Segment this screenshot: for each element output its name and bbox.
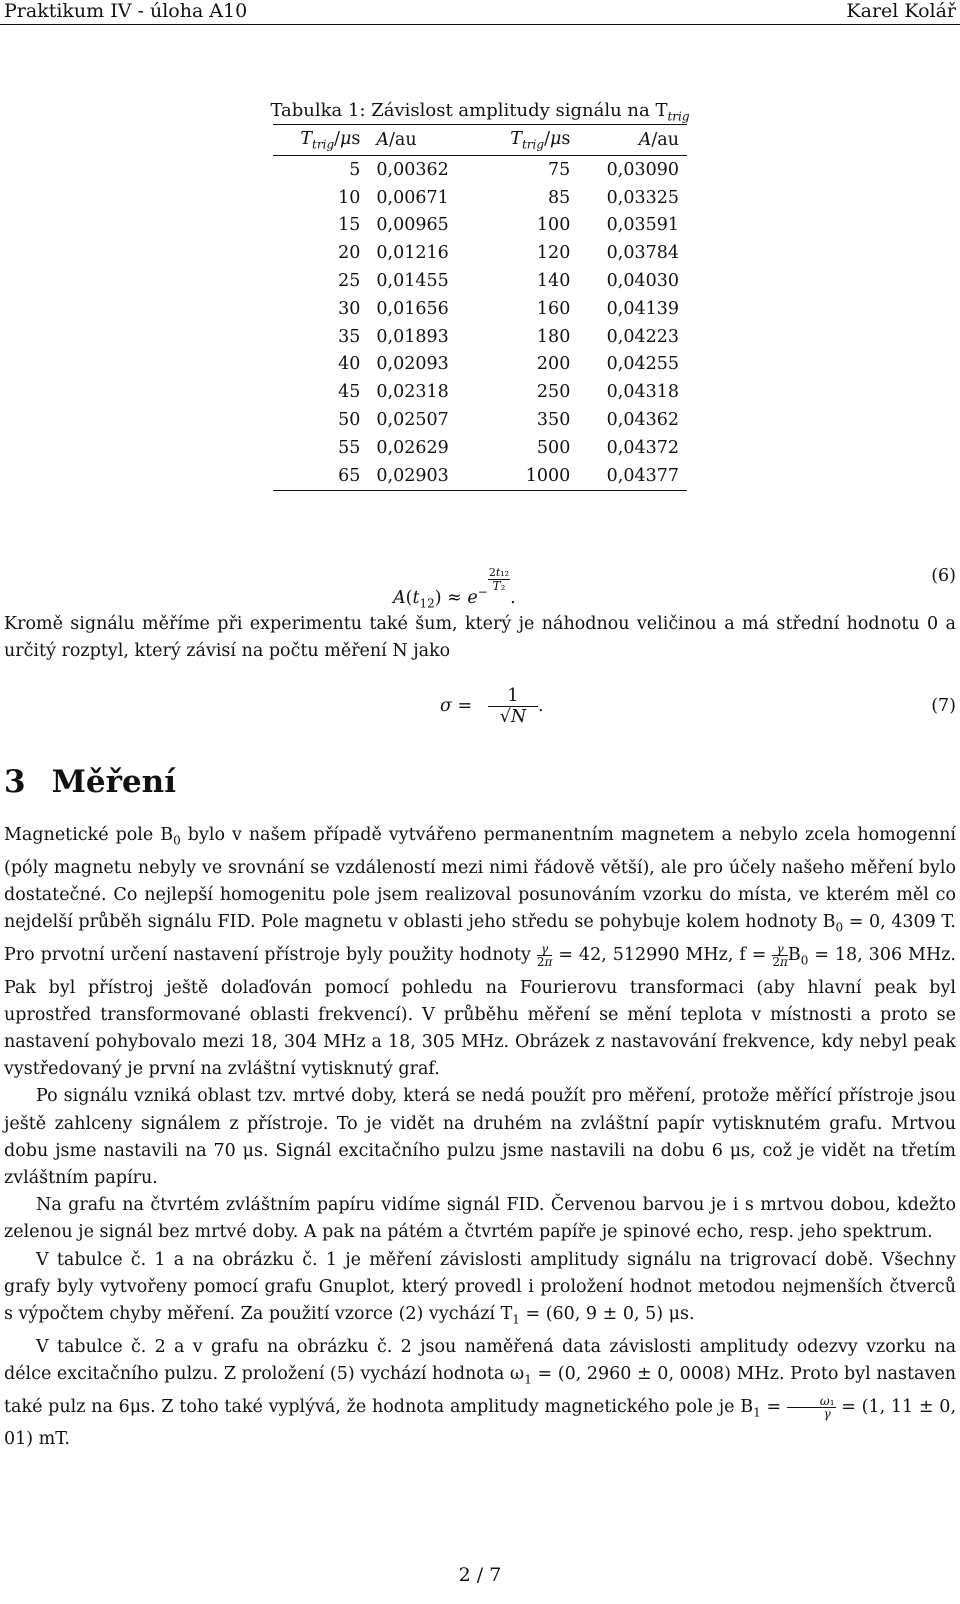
table-row — [273, 351, 687, 379]
table-cell: 0,04377 — [578, 462, 687, 490]
table-cell: 25 — [338, 271, 361, 292]
table-cell: 140 — [536, 271, 571, 292]
table-cell: 0,03325 — [606, 187, 679, 208]
table-cell: 200 — [536, 354, 571, 375]
table-cell: 0,01455 — [376, 271, 449, 292]
table-cell: 65 — [273, 462, 368, 490]
table-caption: Tabulka 1: Závislost amplitudy signálu na $T_{trig}$ — [270, 100, 690, 124]
data-table — [273, 124, 687, 491]
table-cell: 350 — [536, 410, 571, 431]
table-row — [273, 239, 687, 267]
table-cell: 0,04223 — [606, 326, 679, 347]
table-cell: 0,01656 — [376, 298, 449, 319]
table-cell: 40 — [338, 354, 361, 375]
table-row — [273, 184, 687, 212]
table-cell: 10 — [338, 187, 361, 208]
table-cell: 15 — [338, 215, 361, 236]
table-cell: 0,03784 — [606, 243, 679, 264]
table-cell: 100 — [536, 215, 571, 236]
table-cell: 0,04030 — [606, 271, 679, 292]
table-cell: 0,04362 — [606, 410, 679, 431]
table-cell: 0,00362 — [376, 159, 449, 180]
col-header: $T_{trig}/\mu s$ — [473, 125, 579, 156]
paragraph: V tabulce č. 1 a na obrázku č. 1 je měření závislosti amplitudy signálu na trigrovací době. Všechny grafy byly vytvořeny pomocí grafu Gnuplot, který provedl i proložení hodnot metodou nejmenších čtverců s výpočtem chyby měření. Za použití vzorce (2) vychází $T_1 = (60$, 9 ± 0, 5) μs. — [4, 1249, 956, 1327]
table-cell: 0,02903 — [368, 462, 472, 490]
table-cell: 35 — [338, 326, 361, 347]
section-heading — [4, 764, 176, 800]
table-cell: 250 — [536, 382, 571, 403]
table-row — [273, 323, 687, 351]
table-cell: 500 — [536, 437, 571, 458]
table-cell: 85 — [548, 187, 571, 208]
table-row — [273, 378, 687, 406]
table-cell: 55 — [338, 437, 361, 458]
table-cell: 50 — [338, 410, 361, 431]
col-header: $T_{trig}/\mu s$ — [273, 125, 368, 156]
paragraph: Na grafu na čtvrtém zvláštním papíru vidíme signál FID. Červenou barvou je i s mrtvou dobou, kdežto zelenou je signál bez mrtvé doby. A pak na pátém a čtvrtém papíře je spinové echo, resp. jeho spektrum. — [4, 1195, 956, 1243]
table-cell: 0,02093 — [376, 354, 449, 375]
table-cell: 0,01893 — [376, 326, 449, 347]
table-row — [273, 156, 687, 184]
table-cell: 45 — [338, 382, 361, 403]
table-cell: 0,04255 — [606, 354, 679, 375]
table-header-row — [273, 125, 687, 156]
table-cell: 0,02318 — [376, 382, 449, 403]
section-body — [4, 822, 956, 1453]
section-number: 3 — [4, 764, 26, 800]
page: Praktikum IV - úloha A10 Karel Kolář Tabulka 1: Závislost amplitudy signálu na $T_{trig}$ $T_{trig}/\mu s$ A/au $T_{trig}/\mu s$ A/au 5 0,00362 75 0,03090 10 0,00671 85 0,03325 15 0,00965 100 0,03591 20 0,01216 120 0,03784 25 0,01455 140 0,04030 30 0,01656 160 0,04139 35 0,01893 180 0,04223 40 0,02093 200 0,04255 45 0,02318 250 0,04318 50 0,02507 350 0,04362 55 0,02629 500 0,04372 65 0,02903 1000 0,04377 $A(t_{12}) \approx e^{- \frac{\text{2t₁₂}}{\text{T₂}}}$ . (6) Kromě signálu měříme při experimentu také šum, který je náhodnou veličinou a má střední hodnotu 0 a určitý rozptyl, který závisí na počtu měření N jako σ = 1 √N . (7) 3 Měření Magnetické pole $B_0$ bylo v našem případě vytvářeno permanentním magnetem a nebylo zcela homogenní (póly magnetu nebyly ve srovnání se vzdáleností mezi nimi řádově větší), ale pro účely našeho měření bylo dostatečné. Co nejlepší homogenitu pole jsem realizoval posunováním vzorku do místa, ve kterém měl co nejdelší průběh signálu FID. Pole magnetu v oblasti jeho středu se pohybuje kolem hodnoty $B_0 = 0$, 4309 T. Pro prvotní určení nastavení přístroje byly použity hodnoty $\frac{\gamma}{2\pi}$ = 42, 512990 MHz, f = $\frac{\gamma}{2\pi}$ $B_0 = 18$, 306 MHz. Pak byl přístroj ještě dolaďován pomocí pohledu na Fourierovu transformaci (aby hlavní peak byl uprostřed transformované oblasti frekvencí). V průběhu měření se mění teplota v místnosti a proto se nastavení pohybovalo mezi 18, 304 MHz a 18, 305 MHz. Obrázek z nastavování frekvence, kdy nebyl peak vystředovaný je první na zvláštní vytisknutý graf. Po signálu vzniká oblast tzv. mrtvé doby, která se nedá použít pro měření, protože měřící přístroje jsou ještě zahlceny signálem z přístroje. To je vidět na druhém na zvláštní papír vytisknutém grafu. Mrtvou dobu jsme nastavili na 70 μs. Signál excitačního pulzu jsme nastavili na dobu 6 μs, což je vidět na třetím zvláštním papíru. Na grafu na čtvrtém zvláštním papíru vidíme signál FID. Červenou barvou je i s mrtvou dobou, kdežto zelenou je signál bez mrtvé doby. A pak na pátém a čtvrtém papíře je spinové echo, resp. jeho spektrum. V tabulce č. 1 a na obrázku č. 1 je měření závislosti amplitudy signálu na trigrovací době. Všechny grafy byly vytvořeny pomocí grafu Gnuplot, který provedl i proložení hodnot metodou nejmenších čtverců s výpočtem chyby měření. Za použití vzorce (2) vychází $T_1 = (60$, 9 ± 0, 5) μs. V tabulce č. 2 a v grafu na obrázku č. 2 jsou naměřená data závislosti amplitudy odezvy vzorku na délce excitačního pulzu. Z proložení (5) vychází hodnota $\omega_1 = (0$, 2960 ± 0, 0008) MHz. Proto byl nastaven také pulz na 6μs. Z toho také vyplývá, že hodnota amplitudy magnetického pole je $B_1$ = $\frac{\text{ω₁}}{\gamma}$ = (1, 11 ± 0, 01) mT. 2 / 7 — [0, 0, 960, 1604]
table-cell: 0,03591 — [606, 215, 679, 236]
section-title: Měření — [51, 764, 176, 800]
table-cell: 0,04318 — [606, 382, 679, 403]
equation-7-label: (7) — [931, 696, 956, 716]
header-author: Karel Kolář — [846, 0, 956, 22]
paragraph: Magnetické pole $B_0$ bylo v našem případě vytvářeno permanentním magnetem a nebylo zcela homogenní (póly magnetu nebyly ve srovnání se vzdáleností mezi nimi řádově větší), ale pro účely našeho měření bylo dostatečné. Co nejlepší homogenitu pole jsem realizoval posunováním vzorku do místa, ve kterém měl co nejdelší průběh signálu FID. Pole magnetu v oblasti jeho středu se pohybuje kolem hodnoty $B_0 = 0$, 4309 T. Pro prvotní určení nastavení přístroje byly použity hodnoty $\frac{\gamma}{2\pi}$ = 42, 512990 MHz, f = $\frac{\gamma}{2\pi}$ $B_0 = 18$, 306 MHz. Pak byl přístroj ještě dolaďován pomocí pohledu na Fourierovu transformaci (aby hlavní peak byl uprostřed transformované oblasti frekvencí). V průběhu měření se mění teplota v místnosti a proto se nastavení pohybovalo mezi 18, 304 MHz a 18, 305 MHz. Obrázek z nastavování frekvence, kdy nebyl peak vystředovaný je první na zvláštní vytisknutý graf. — [4, 825, 956, 1080]
col-header: A/au — [578, 125, 687, 156]
equation-6-label: (6) — [931, 566, 956, 586]
table-body — [273, 156, 687, 491]
table-cell: 0,00671 — [376, 187, 449, 208]
table-row — [273, 295, 687, 323]
equation-6-body: $A(t_{12}) \approx e^{- \frac{\text{2t₁₂}}{\text{T₂}}}$ . — [393, 566, 516, 611]
table-row — [273, 406, 687, 434]
table-cell: 0,04372 — [606, 437, 679, 458]
table-cell: 0,02629 — [376, 437, 449, 458]
table-cell: 160 — [536, 298, 571, 319]
table-cell: 5 — [349, 159, 361, 180]
col-header: A/au — [368, 125, 472, 156]
table-cell: 0,00965 — [376, 215, 449, 236]
running-header — [0, 0, 960, 25]
table-cell: 0,01216 — [376, 243, 449, 264]
paragraph: Po signálu vzniká oblast tzv. mrtvé doby, která se nedá použít pro měření, protože měřící přístroje jsou ještě zahlceny signálem z přístroje. To je vidět na druhém na zvláštní papír vytisknutém grafu. Mrtvou dobu jsme nastavili na 70 μs. Signál excitačního pulzu jsme nastavili na dobu 6 μs, což je vidět na třetím zvláštním papíru. — [4, 1086, 956, 1188]
header-title: Praktikum IV - úloha A10 — [4, 0, 248, 22]
table-cell: 0,03090 — [606, 159, 679, 180]
table-row — [273, 434, 687, 462]
table-cell: 0,04139 — [606, 298, 679, 319]
table-cell: 0,02507 — [376, 410, 449, 431]
page-number: 2 / 7 — [458, 1564, 502, 1586]
table-row — [273, 267, 687, 295]
table-cell: 30 — [338, 298, 361, 319]
table-cell: 75 — [548, 159, 571, 180]
table-cell: 120 — [536, 243, 571, 264]
paragraph-noise: Kromě signálu měříme při experimentu také šum, který je náhodnou veličinou a má střední hodnotu 0 a určitý rozptyl, který závisí na počtu měření N jako — [4, 614, 956, 662]
paragraph: V tabulce č. 2 a v grafu na obrázku č. 2 jsou naměřená data závislosti amplitudy odezvy vzorku na délce excitačního pulzu. Z proložení (5) vychází hodnota $\omega_1 = (0$, 2960 ± 0, 0008) MHz. Proto byl nastaven také pulz na 6μs. Z toho také vyplývá, že hodnota amplitudy magnetického pole je $B_1$ = $\frac{\text{ω₁}}{\gamma}$ = (1, 11 ± 0, 01) mT. — [4, 1336, 957, 1450]
table-cell: 1000 — [473, 462, 579, 490]
table-row — [273, 462, 687, 490]
table-row — [273, 212, 687, 240]
table-cell: 20 — [338, 243, 361, 264]
table-cell: 180 — [536, 326, 571, 347]
